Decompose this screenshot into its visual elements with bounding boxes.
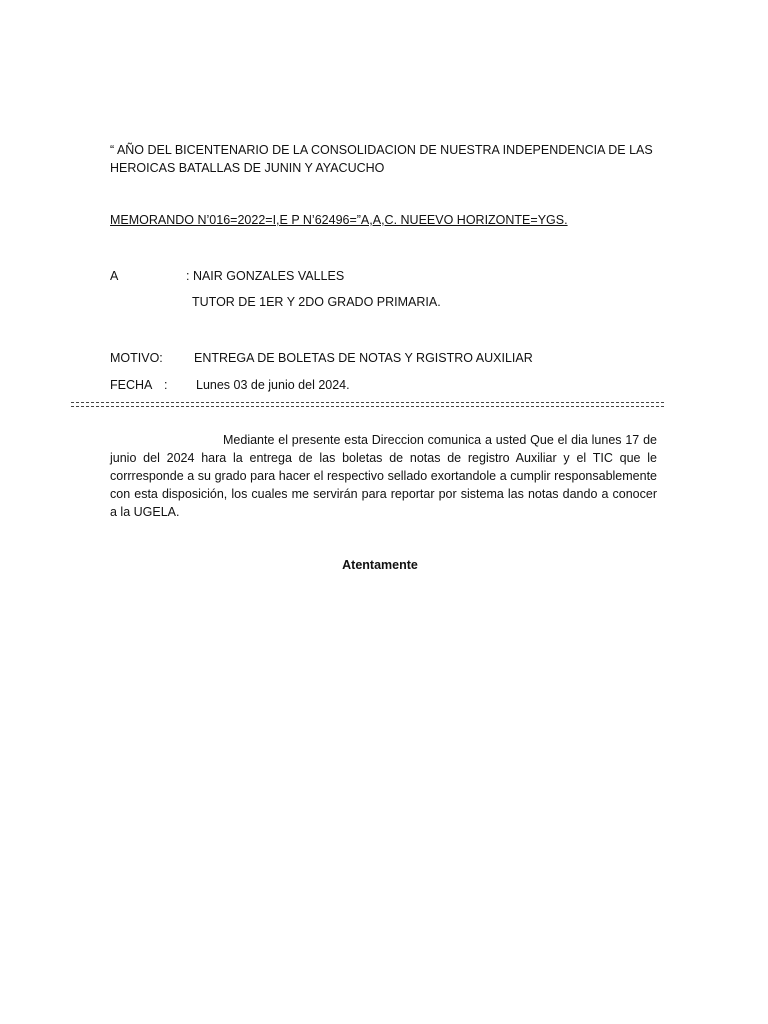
motivo-label: MOTIVO: [110,351,163,365]
header-line-1: “ AÑO DEL BICENTENARIO DE LA CONSOLIDACION DE NUESTRA INDEPENDENCIA DE LAS [110,143,653,157]
memo-body-text: Mediante el presente esta Direccion comunica a usted Que el dia lunes 17 de junio del 2024 hara la entrega de las boletas de notas de registro Auxiliar y el TIC que le corrresponde a su grado para hacer el respectivo sellado exortandole a cumplir responsablemente con esta disposición, los cuales me servirán para reportar por sistema las notas dando a conocer a la UGELA. [110,433,657,519]
motivo-value: ENTREGA DE BOLETAS DE NOTAS Y RGISTRO AUXILIAR [194,351,533,365]
recipient-name: : NAIR GONZALES VALLES [186,269,345,283]
recipient-label: A [110,269,119,283]
separator-line-bottom [71,406,664,407]
memo-reference: MEMORANDO N’016=2022=I,E P N’62496=”A,A,C. NUEEVO HORIZONTE=YGS. [110,213,568,227]
fecha-colon: : [164,378,168,392]
header-title [110,141,653,177]
memo-body [110,431,657,521]
fecha-label: FECHA [110,378,153,392]
dashed-separator [71,400,664,410]
recipient-role: TUTOR DE 1ER Y 2DO GRADO PRIMARIA. [192,295,441,309]
closing-text: Atentamente [342,558,418,572]
separator-line-top [71,402,664,403]
fecha-value: Lunes 03 de junio del 2024. [196,378,350,392]
header-line-2: HEROICAS BATALLAS DE JUNIN Y AYACUCHO [110,161,385,175]
